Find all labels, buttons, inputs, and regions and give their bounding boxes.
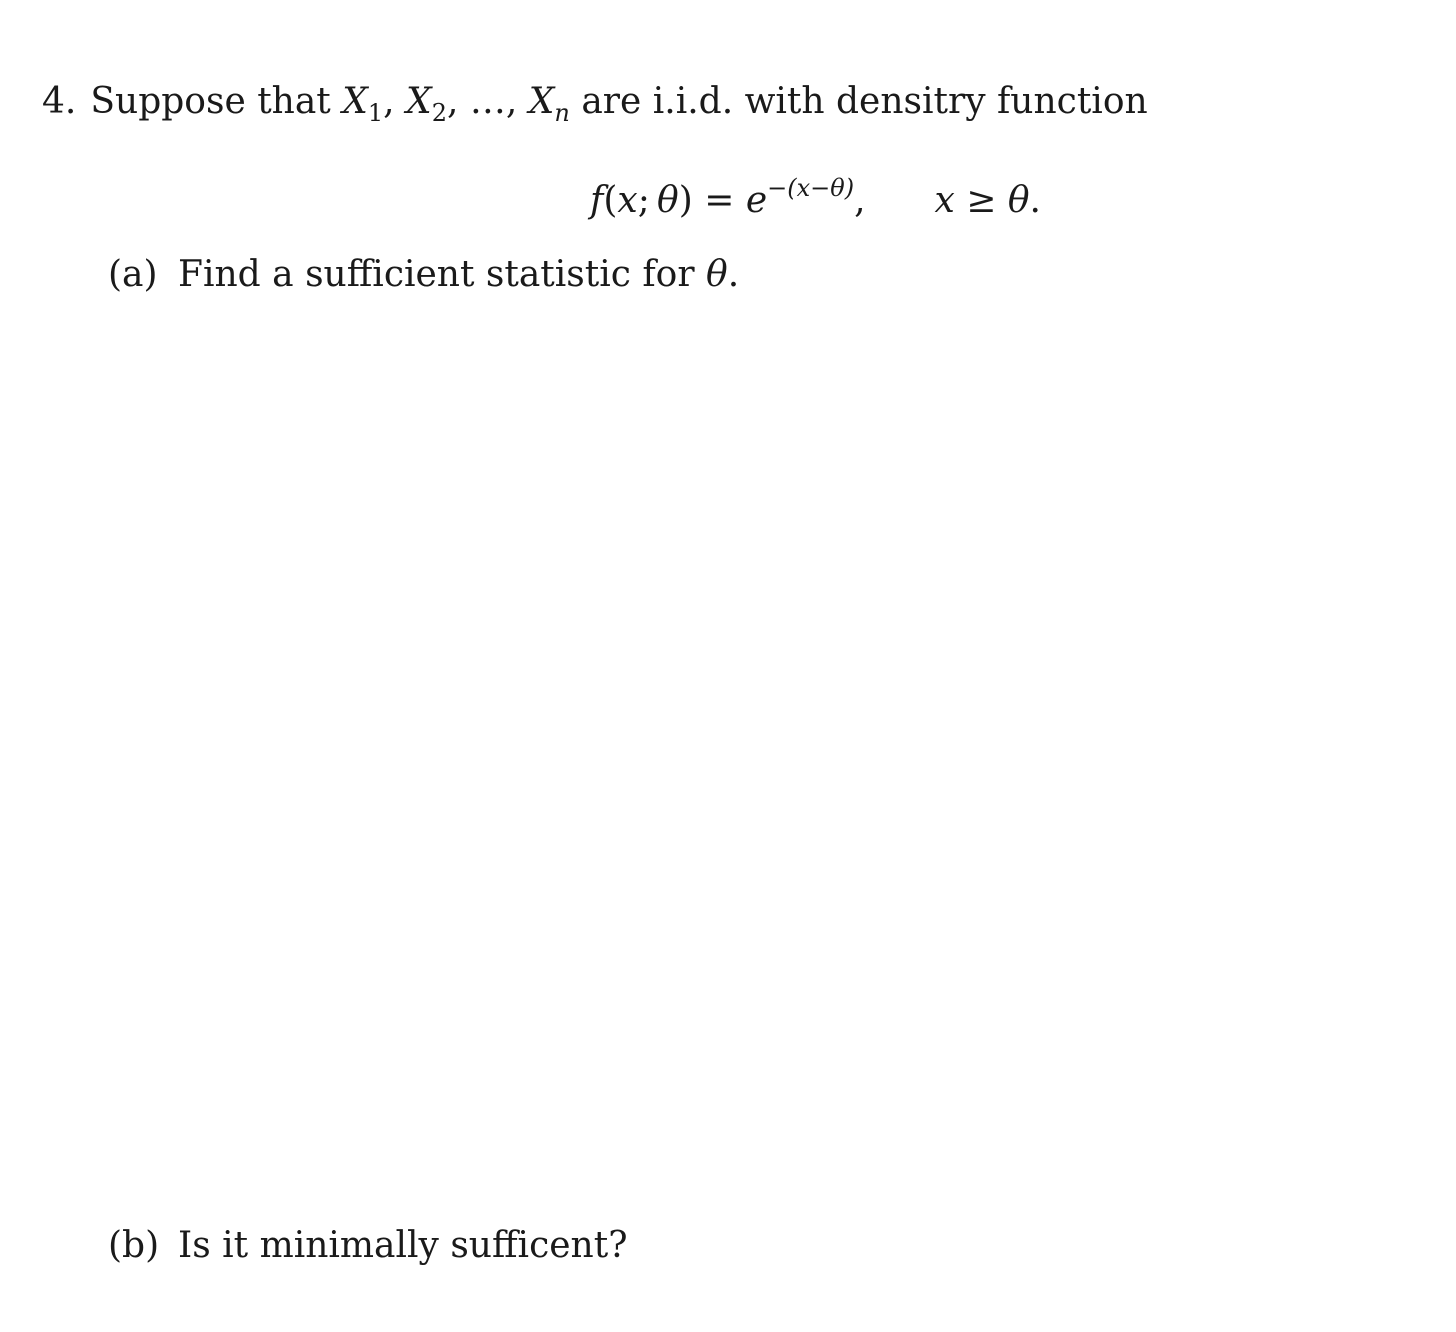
eq-theta: θ: [657, 180, 679, 221]
cond-op: ≥: [966, 180, 997, 221]
part-b-text: Is it minimally sufficent?: [178, 1225, 628, 1266]
eq-arg-x: x: [617, 180, 638, 221]
problem-text-after: are i.i.d. with densitry function: [581, 81, 1148, 122]
problem-text-before: Suppose that: [90, 81, 331, 122]
eq-sep: ;: [637, 180, 650, 221]
cond-rhs: θ: [1007, 180, 1030, 221]
var-x1: $X_1$: [342, 81, 384, 127]
part-a-label: (a): [108, 254, 158, 295]
eq-period: .: [1029, 180, 1041, 221]
problem-statement: 4. Suppose that $X_1$, $X_2$, …, $X_n$ are i.i.d. with densitry function: [42, 81, 1148, 127]
density-equation: f(x; $\theta) = e^{-(x-\theta)}$, x ≥ θ.: [590, 174, 1041, 221]
part-a-theta: θ: [706, 254, 728, 295]
part-a-end: .: [727, 254, 740, 295]
ellipsis: …: [469, 81, 506, 122]
part-a: [108, 253, 739, 297]
cond-var: x: [934, 180, 955, 221]
eq-equals: =: [704, 180, 735, 221]
eq-base: e: [745, 180, 768, 221]
var-x2: $X_2$: [406, 81, 447, 127]
eq-f: f: [590, 180, 604, 221]
part-b: [108, 1224, 628, 1268]
eq-exponent: −(x−θ): [767, 174, 855, 202]
var-xn: $X_n$: [528, 81, 570, 127]
part-a-text: Find a sufficient statistic for: [178, 254, 695, 295]
eq-comma: ,: [854, 180, 866, 221]
part-b-label: (b): [108, 1225, 160, 1266]
problem-number: 4.: [42, 81, 77, 122]
